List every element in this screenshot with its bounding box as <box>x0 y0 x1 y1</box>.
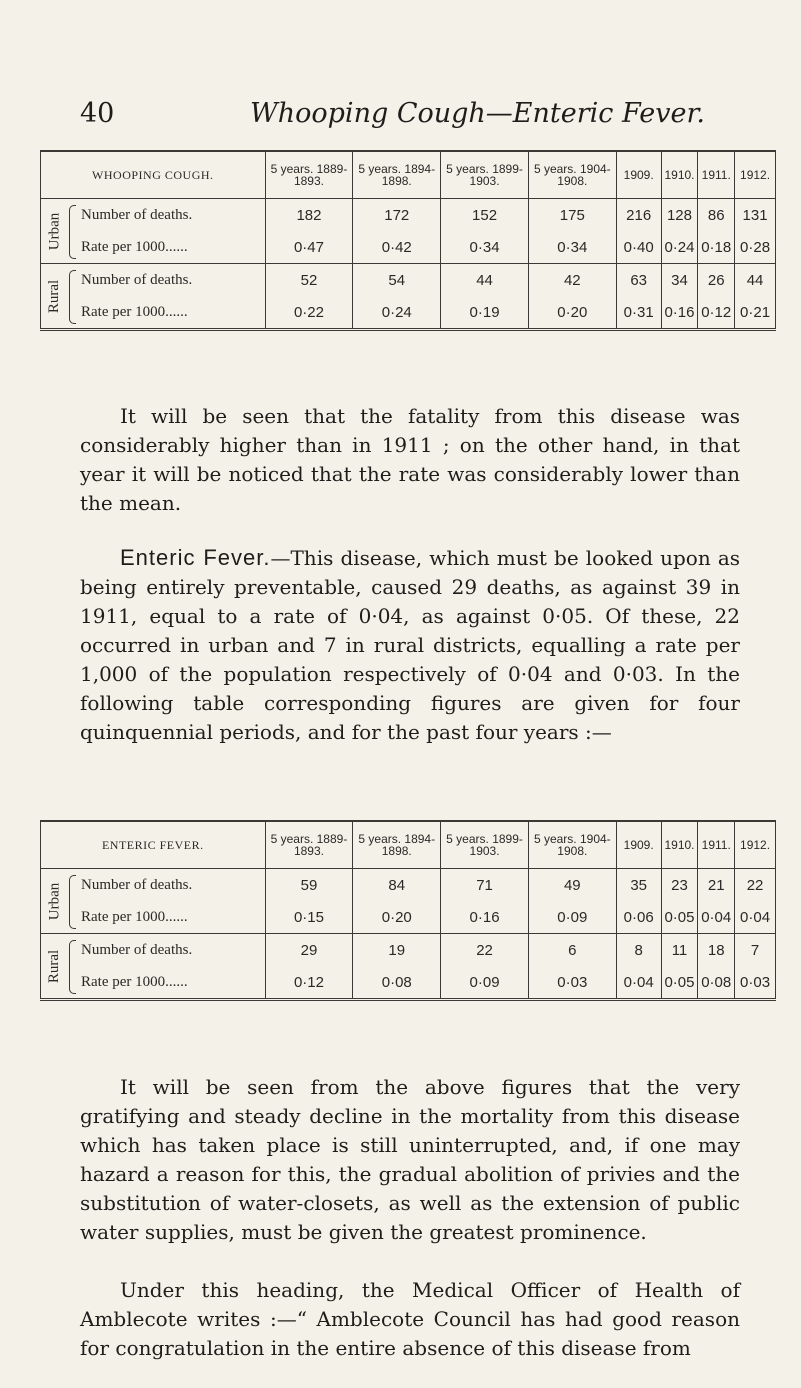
table-cell: 0·34 <box>441 231 529 264</box>
table-cell: 63 <box>616 264 661 297</box>
table-cell: 0·21 <box>735 296 776 330</box>
table-cell: 26 <box>698 264 735 297</box>
table-title: ENTERIC FEVER. <box>41 821 266 869</box>
table-cell: 8 <box>616 934 661 967</box>
table-cell: 175 <box>528 199 616 232</box>
group-label: Urban <box>46 882 63 920</box>
table-cell: 0·09 <box>528 901 616 934</box>
column-header: 1910. <box>661 821 698 869</box>
table-cell: 34 <box>661 264 698 297</box>
table-cell: 0·24 <box>661 231 698 264</box>
table-cell: 7 <box>735 934 776 967</box>
column-header: 1909. <box>616 821 661 869</box>
table-cell: 0·03 <box>528 966 616 1000</box>
table-row <box>41 264 776 297</box>
table-cell: 152 <box>441 199 529 232</box>
table-cell: 0·08 <box>698 966 735 1000</box>
column-header: 5 years. 1894-1898. <box>353 151 441 199</box>
table-cell: 19 <box>353 934 441 967</box>
table-cell: 128 <box>661 199 698 232</box>
table-row <box>41 296 776 330</box>
enteric-fever-text: —This disease, which must be looked upon as being entirely preventable, caused 29 deaths, as against 39 in 1911, equal to a rate of 0·04, as against 0·05. Of these, 22 occurred in urban and 7 in rural districts, equalling a rate per 1,000 of the population respectively of 0·04 and 0·03. In the following table corresponding figures are given for four quinquennial periods, and for the past four years :— <box>80 546 741 744</box>
row-label: Rate per 1000...... <box>41 966 266 1000</box>
table-cell: 216 <box>616 199 661 232</box>
group-label: Rural <box>46 279 63 313</box>
page-number: 40 <box>80 98 115 129</box>
table-cell: 52 <box>265 264 353 297</box>
column-header: 1911. <box>698 821 735 869</box>
table-cell: 0·06 <box>616 901 661 934</box>
table-cell: 0·15 <box>265 901 353 934</box>
table-cell: 0·12 <box>698 296 735 330</box>
table-cell: 131 <box>735 199 776 232</box>
table-cell: 0·24 <box>353 296 441 330</box>
table-cell: 0·16 <box>661 296 698 330</box>
table-cell: 172 <box>353 199 441 232</box>
table-row <box>41 869 776 902</box>
table-cell: 29 <box>265 934 353 967</box>
group-label: Urban <box>46 212 63 250</box>
table-cell: 84 <box>353 869 441 902</box>
table-cell: 0·09 <box>441 966 529 1000</box>
table-cell: 0·28 <box>735 231 776 264</box>
table-cell: 86 <box>698 199 735 232</box>
table-cell: 0·20 <box>353 901 441 934</box>
running-title: Whooping Cough—Enteric Fever. <box>250 98 705 129</box>
table-row <box>41 966 776 1000</box>
paragraph-fatality: It will be seen that the fatality from this disease was considerably higher than in 1911 ; on the other hand, in that year it will be noticed that the rate was considerably lower than the mean. <box>80 404 740 515</box>
table-cell: 0·19 <box>441 296 529 330</box>
column-header: 5 years. 1904-1908. <box>528 821 616 869</box>
table-cell: 0·05 <box>661 901 698 934</box>
column-header: 1910. <box>661 151 698 199</box>
column-header: 1912. <box>735 821 776 869</box>
column-header: 1911. <box>698 151 735 199</box>
table-cell: 35 <box>616 869 661 902</box>
table-cell: 44 <box>735 264 776 297</box>
table-cell: 0·04 <box>616 966 661 1000</box>
table-cell: 0·47 <box>265 231 353 264</box>
table-cell: 59 <box>265 869 353 902</box>
table-title: WHOOPING COUGH. <box>41 151 266 199</box>
row-label: Rate per 1000...... <box>41 901 266 934</box>
table-row <box>41 934 776 967</box>
table-cell: 0·04 <box>735 901 776 934</box>
column-header: 5 years. 1899-1903. <box>441 151 529 199</box>
table-cell: 0·22 <box>265 296 353 330</box>
table-cell: 44 <box>441 264 529 297</box>
table-cell: 0·08 <box>353 966 441 1000</box>
row-label: Rural Number of deaths. <box>41 264 266 297</box>
group-label: Rural <box>46 949 63 983</box>
column-header: 5 years. 1889-1893. <box>265 151 353 199</box>
column-header: 5 years. 1894-1898. <box>353 821 441 869</box>
paragraph-enteric-fever <box>80 543 740 747</box>
table-cell: 0·12 <box>265 966 353 1000</box>
table-cell: 18 <box>698 934 735 967</box>
column-header: 1909. <box>616 151 661 199</box>
table-cell: 11 <box>661 934 698 967</box>
table-cell: 23 <box>661 869 698 902</box>
table-cell: 0·03 <box>735 966 776 1000</box>
table-cell: 0·20 <box>528 296 616 330</box>
column-header: 5 years. 1904-1908. <box>528 151 616 199</box>
enteric-fever-table <box>40 820 776 1001</box>
row-label: Rate per 1000...... <box>41 231 266 264</box>
table-row <box>41 901 776 934</box>
table-cell: 182 <box>265 199 353 232</box>
table-cell: 54 <box>353 264 441 297</box>
table-cell: 22 <box>735 869 776 902</box>
section-heading-enteric-fever: Enteric Fever. <box>120 545 271 570</box>
table-cell: 0·05 <box>661 966 698 1000</box>
table-row <box>41 199 776 232</box>
row-label: Rural Number of deaths. <box>41 934 266 967</box>
table-cell: 0·31 <box>616 296 661 330</box>
column-header: 5 years. 1889-1893. <box>265 821 353 869</box>
table-cell: 21 <box>698 869 735 902</box>
whooping-cough-table <box>40 150 776 331</box>
table-cell: 6 <box>528 934 616 967</box>
row-label: Rate per 1000...... <box>41 296 266 330</box>
paragraph-amblecote: Under this heading, the Medical Officer of Health of Amblecote writes :—“ Amblecote Council has had good reason for congratulation in the entire absence of this disease from <box>80 1278 740 1360</box>
table-cell: 0·18 <box>698 231 735 264</box>
table-cell: 49 <box>528 869 616 902</box>
table-cell: 0·04 <box>698 901 735 934</box>
table-cell: 42 <box>528 264 616 297</box>
table-cell: 22 <box>441 934 529 967</box>
table-cell: 0·34 <box>528 231 616 264</box>
column-header: 5 years. 1899-1903. <box>441 821 529 869</box>
row-label: Urban Number of deaths. <box>41 199 266 232</box>
table-cell: 71 <box>441 869 529 902</box>
table-cell: 0·42 <box>353 231 441 264</box>
row-label: Urban Number of deaths. <box>41 869 266 902</box>
table-row <box>41 231 776 264</box>
table-cell: 0·40 <box>616 231 661 264</box>
paragraph-decline: It will be seen from the above figures that the very gratifying and steady decline in the mortality from this disease which has taken place is still uninterrupted, and, if one may hazard a reason for this, the gradual abolition of privies and the substitution of water-closets, as well as the extension of public water supplies, must be given the greatest prominence. <box>80 1075 740 1244</box>
table-cell: 0·16 <box>441 901 529 934</box>
column-header: 1912. <box>735 151 776 199</box>
